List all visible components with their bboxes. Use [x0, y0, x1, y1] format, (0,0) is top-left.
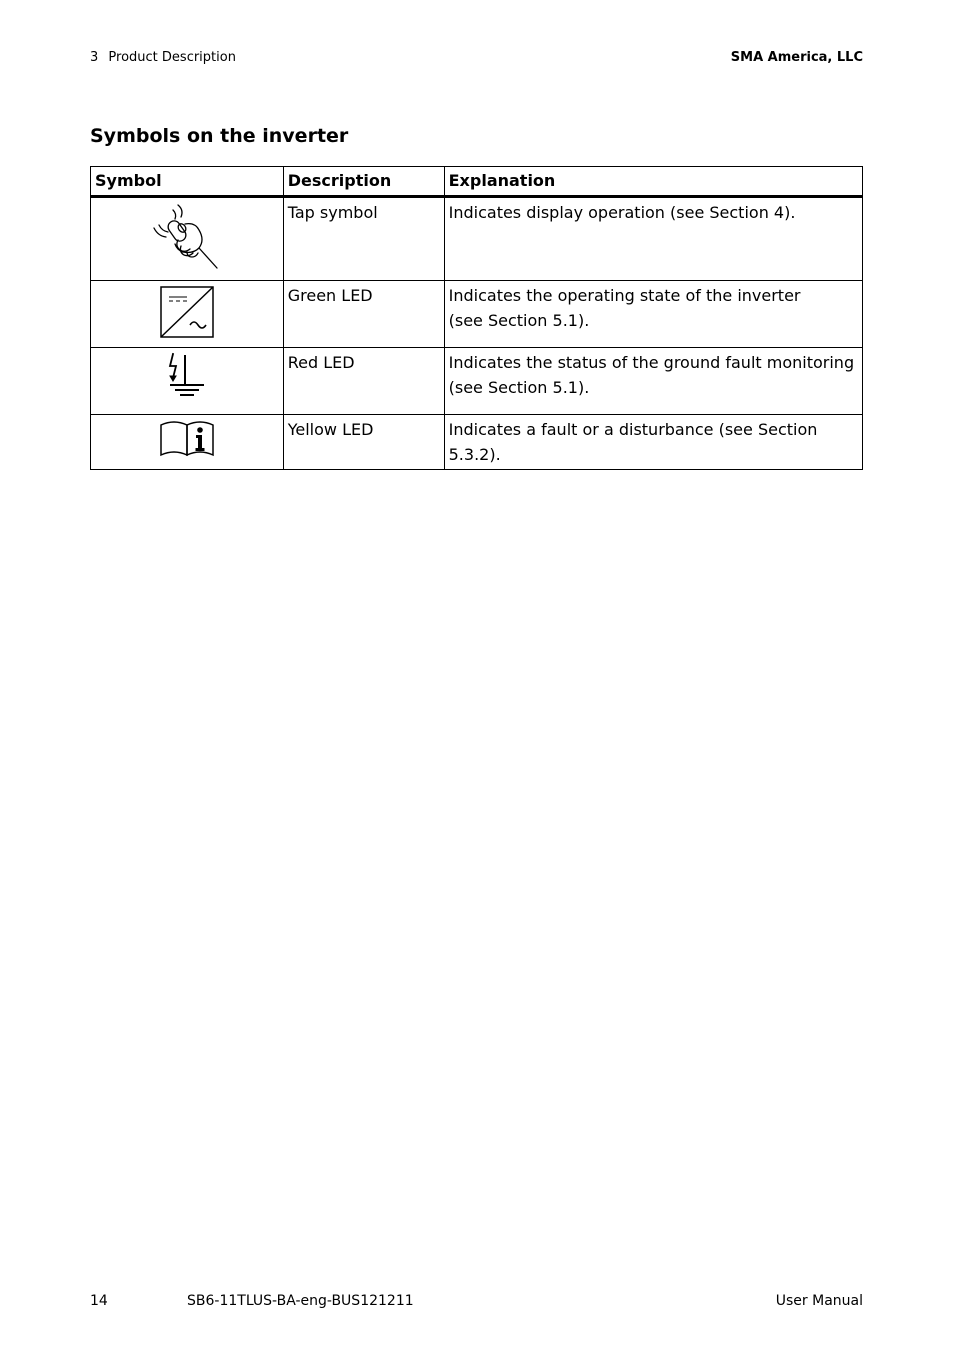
dc-ac-inverter-icon	[159, 285, 215, 339]
symbol-cell	[91, 415, 284, 470]
table-header-row	[91, 167, 863, 197]
explanation-cell	[444, 348, 862, 415]
running-header-company: SMA America, LLC	[730, 50, 863, 65]
explanation-line: Indicates display operation (see Section 4).	[448, 203, 796, 222]
explanation-line: (see Section 5.1).	[448, 311, 590, 330]
page-number: 14	[90, 1293, 108, 1309]
description-cell: Green LED	[283, 281, 444, 348]
explanation-line: Indicates a fault or a disturbance (see Section 5.3.2).	[448, 420, 818, 464]
symbol-cell	[91, 281, 284, 348]
explanation-line: (see Section 5.1).	[448, 378, 590, 397]
explanation-cell	[444, 197, 862, 281]
column-header-description: Description	[283, 167, 444, 197]
running-header-chapter	[90, 50, 236, 65]
explanation-line: Indicates the status of the ground fault monitoring	[448, 353, 855, 372]
document-id: SB6-11TLUS-BA-eng-BUS121211	[187, 1293, 414, 1309]
document-type: User Manual	[775, 1293, 863, 1309]
table-row	[91, 197, 863, 281]
explanation-cell	[444, 281, 862, 348]
explanation-line: Indicates the operating state of the inverter	[448, 286, 801, 305]
table-row	[91, 281, 863, 348]
chapter-number: 3	[90, 50, 99, 65]
column-header-symbol: Symbol	[91, 167, 284, 197]
description-cell: Red LED	[283, 348, 444, 415]
symbol-cell	[91, 348, 284, 415]
table-row	[91, 415, 863, 470]
tap-hand-icon	[151, 202, 223, 274]
description-cell: Yellow LED	[283, 415, 444, 470]
section-title: Symbols on the inverter	[90, 125, 349, 147]
column-header-explanation: Explanation	[444, 167, 862, 197]
manual-info-icon	[159, 419, 215, 457]
table-row	[91, 348, 863, 415]
chapter-title: Product Description	[108, 50, 236, 65]
description-cell: Tap symbol	[283, 197, 444, 281]
ground-fault-icon	[167, 352, 207, 396]
symbol-cell	[91, 197, 284, 281]
symbols-table	[90, 166, 863, 470]
explanation-cell	[444, 415, 862, 470]
